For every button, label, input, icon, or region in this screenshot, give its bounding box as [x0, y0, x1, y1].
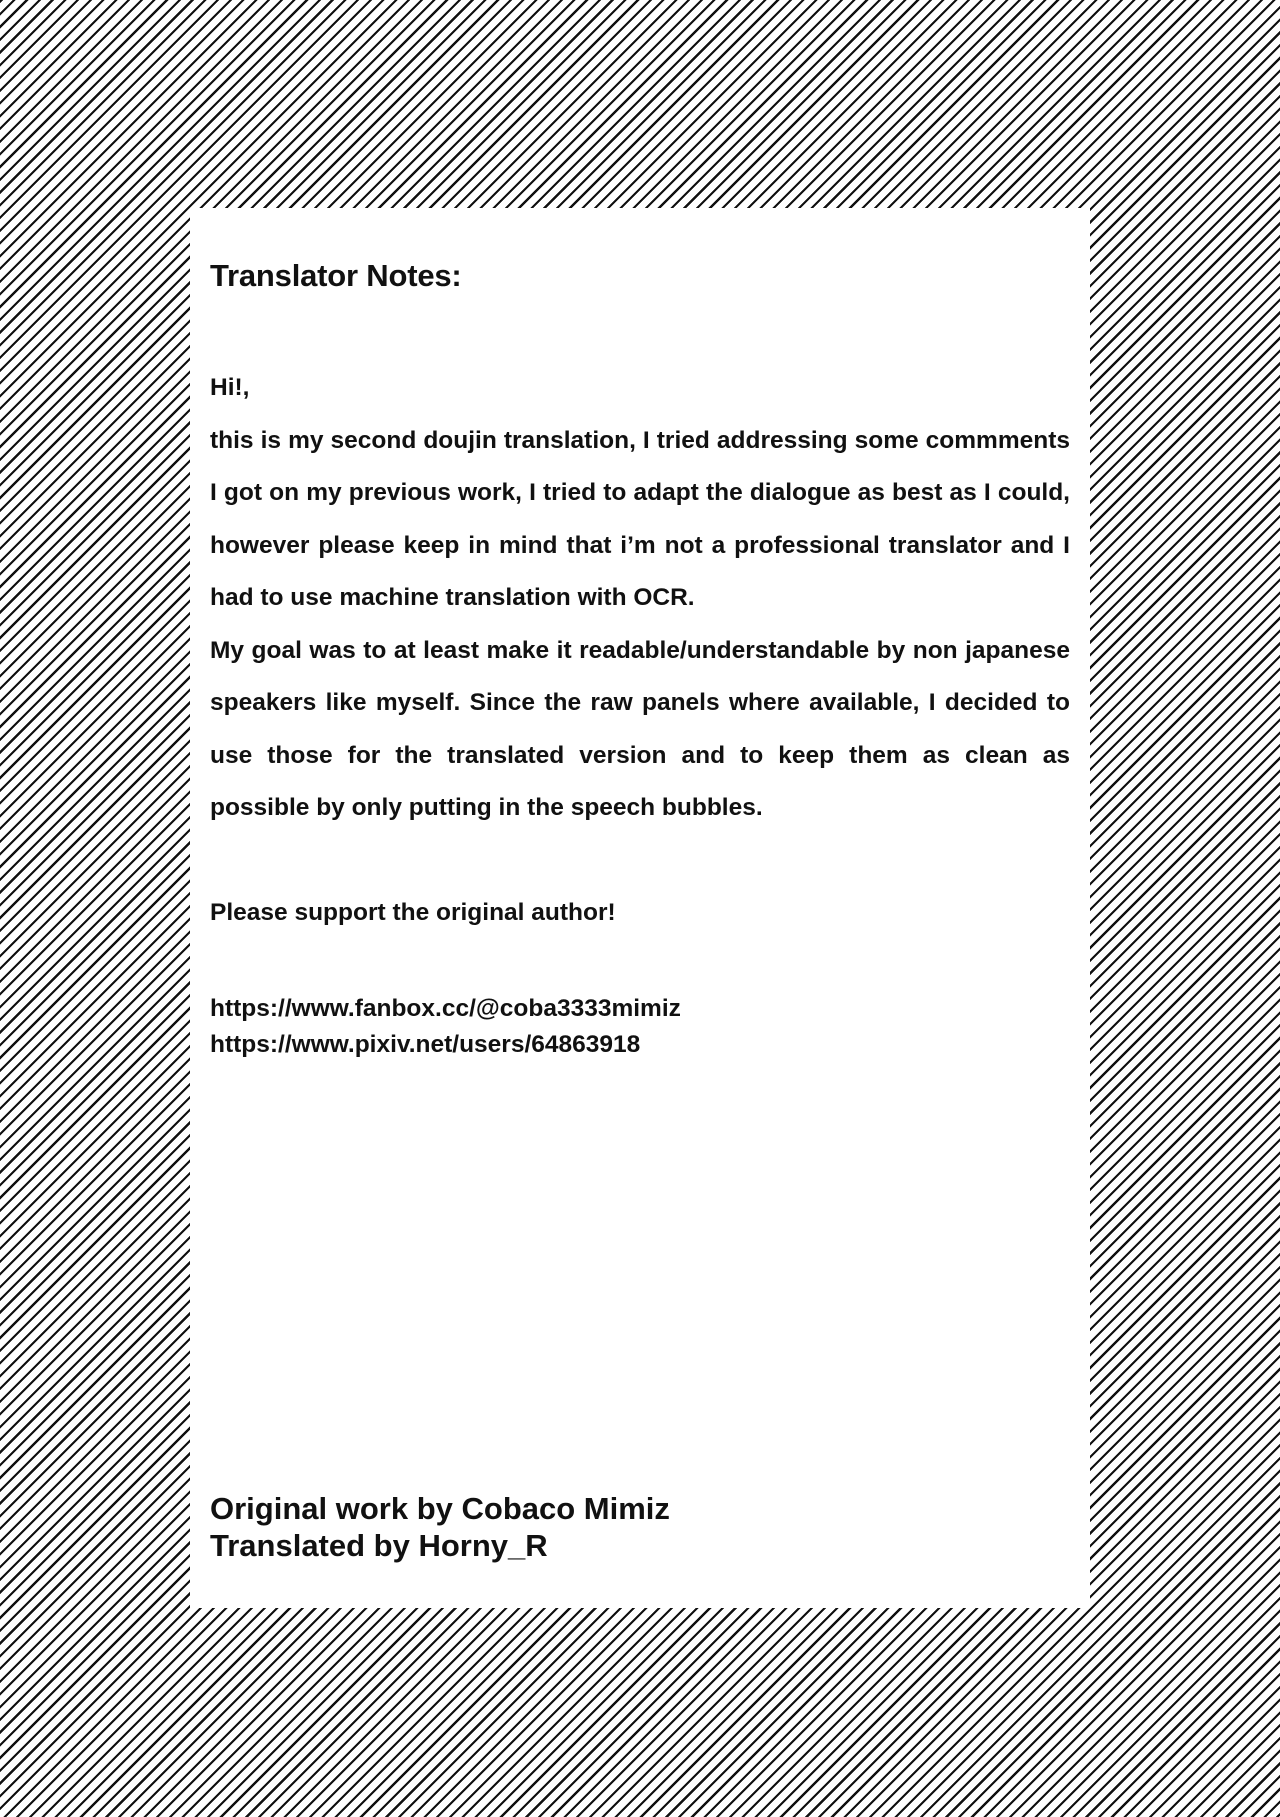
notes-panel — [190, 208, 1090, 1608]
translator-credit: Translated by Horny_R — [210, 1528, 548, 1563]
credits — [210, 1490, 670, 1564]
notes-title: Translator Notes: — [210, 258, 462, 293]
paragraph-intro: this is my second doujin translation, I tried addressing some commments I got on my previous work, I tried to adapt the dialogue as best as I could, however please keep in mind that i’m not a professional translator and I had to use machine translation with OCR. — [210, 426, 1070, 611]
author-links — [210, 991, 1070, 1063]
pixiv-link[interactable]: https://www.pixiv.net/users/64863918 — [210, 1031, 641, 1058]
paragraph-goal: My goal was to at least make it readable/understandable by non japanese speakers like myself. Since the raw panels where available, I decided to use those for the translated version and to keep them as clean as possible by only putting in the speech bubbles. — [210, 636, 1070, 821]
fanbox-link[interactable]: https://www.fanbox.cc/@coba3333mimiz — [210, 995, 681, 1022]
greeting-text: Hi!, — [210, 374, 250, 401]
original-work-credit: Original work by Cobaco Mimiz — [210, 1491, 670, 1526]
support-text: Please support the original author! — [210, 898, 616, 926]
